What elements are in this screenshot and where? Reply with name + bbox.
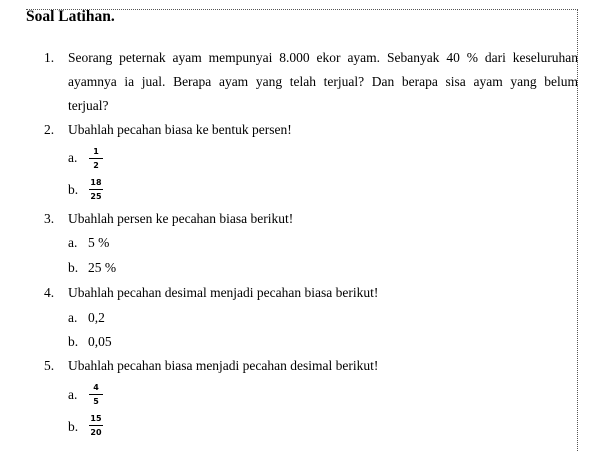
question-2-item-b-letter: b. — [68, 182, 79, 197]
question-3-item-b-value: 25 % — [88, 260, 117, 275]
question-3-item-b-letter: b. — [68, 260, 79, 275]
fraction-denominator: 2 — [93, 161, 99, 170]
question-5-item-a-fraction — [88, 383, 104, 407]
section-title: Soal Latihan. — [26, 8, 115, 25]
question-2-item-a-fraction — [88, 147, 104, 171]
question-1-line-2: ayamnya ia jual. Berapa ayam yang telah terjual? Dan berapa sisa ayam yang belum — [68, 74, 578, 89]
fraction-numerator: 4 — [93, 383, 99, 392]
question-3-item-a-letter: a. — [68, 235, 78, 250]
question-4-text: Ubahlah pecahan desimal menjadi pecahan biasa berikut! — [68, 285, 379, 300]
question-2-item-b-fraction — [88, 178, 104, 202]
question-5-number: 5. — [44, 358, 55, 373]
question-5-item-b-fraction — [88, 414, 104, 438]
question-4-item-a-letter: a. — [68, 310, 78, 325]
fraction-numerator: 18 — [90, 178, 102, 187]
question-4-item-b-letter: b. — [68, 334, 79, 349]
question-2-item-a-letter: a. — [68, 150, 78, 165]
question-4-item-a-value: 0,2 — [88, 310, 105, 325]
fraction-bar — [89, 158, 103, 159]
fraction-numerator: 1 — [93, 147, 99, 156]
question-5-item-b-letter: b. — [68, 419, 79, 434]
question-1-line-3: terjual? — [68, 98, 109, 113]
question-1-number: 1. — [44, 50, 55, 65]
question-4-number: 4. — [44, 285, 55, 300]
fraction-denominator: 5 — [93, 397, 99, 406]
question-3-text: Ubahlah persen ke pecahan biasa berikut! — [68, 211, 294, 226]
fraction-denominator: 20 — [90, 428, 102, 437]
question-5-text: Ubahlah pecahan biasa menjadi pecahan desimal berikut! — [68, 358, 379, 373]
fraction-bar — [89, 394, 103, 395]
question-2-number: 2. — [44, 122, 55, 137]
question-1-line-1: Seorang peternak ayam mempunyai 8.000 ekor ayam. Sebanyak 40 % dari keseluruhan — [68, 50, 578, 65]
question-3-item-a-value: 5 % — [88, 235, 110, 250]
question-3-number: 3. — [44, 211, 55, 226]
fraction-bar — [89, 189, 103, 190]
fraction-numerator: 15 — [90, 414, 102, 423]
question-2-text: Ubahlah pecahan biasa ke bentuk persen! — [68, 122, 292, 137]
question-4-item-b-value: 0,05 — [88, 334, 112, 349]
question-5-item-a-letter: a. — [68, 387, 78, 402]
fraction-denominator: 25 — [90, 192, 102, 201]
fraction-bar — [89, 425, 103, 426]
